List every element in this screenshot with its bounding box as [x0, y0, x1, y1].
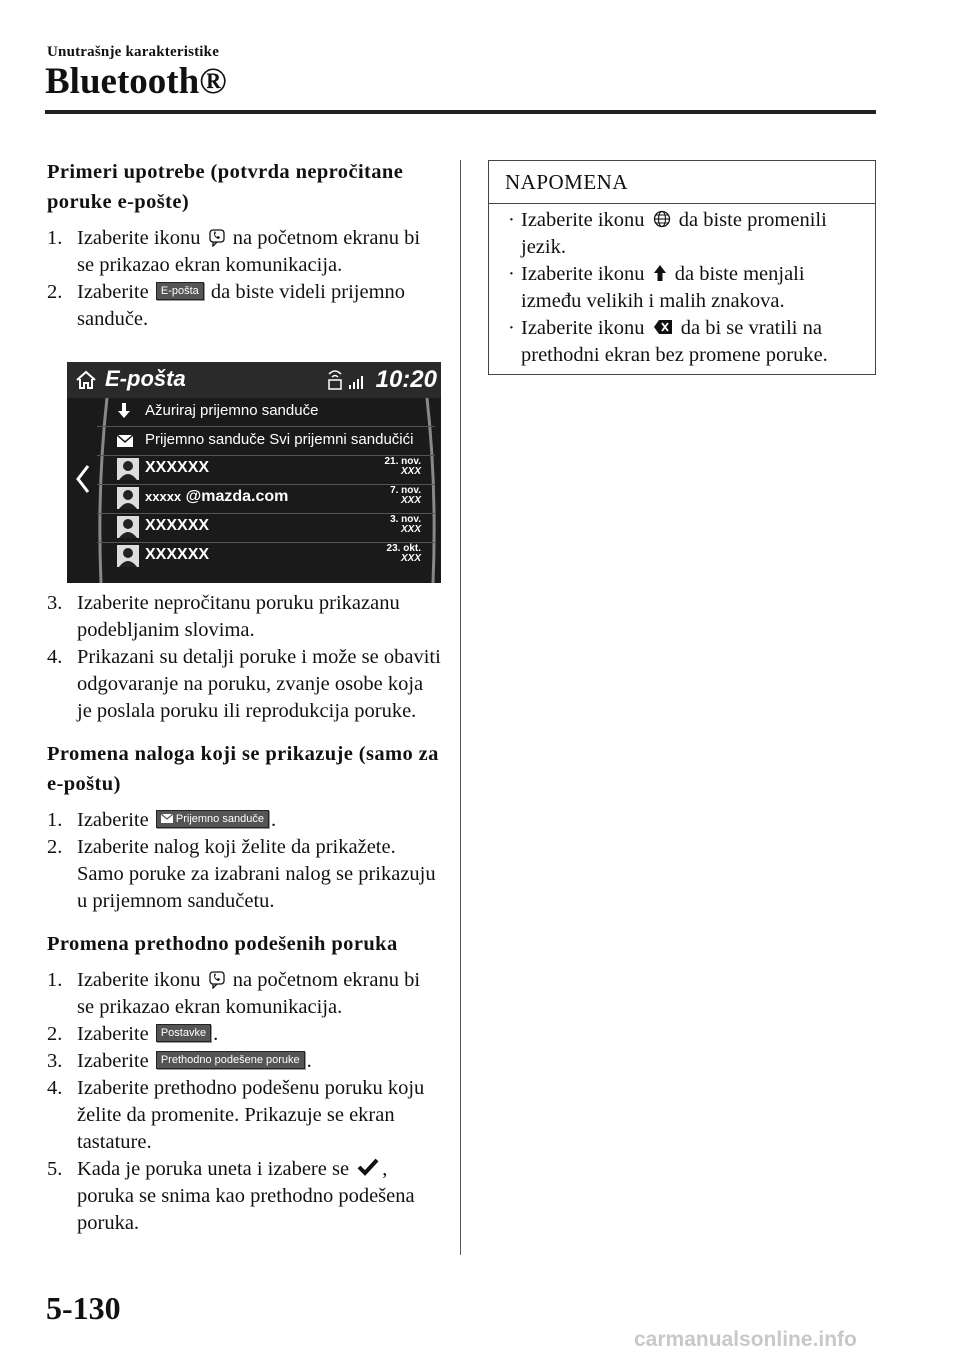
step-4	[47, 644, 442, 725]
mail-date: 23. okt. XXX	[386, 543, 421, 564]
step-text: Izaberite	[77, 1050, 149, 1072]
step-text: Kada je poruka uneta i izabere se	[77, 1158, 350, 1180]
step-text: Izaberite nalog koji želite da prikažete. Samo poruke za izabrani nalog se prikazuju u prijemnom sandučetu.	[77, 836, 436, 912]
bullet: ·	[508, 317, 515, 339]
left-column-top	[47, 157, 442, 333]
step-text-rest: .	[306, 1050, 312, 1072]
note-box	[488, 160, 876, 375]
step-text-rest: na početnom ekranu bi se prikazao ekran komunikacija.	[77, 227, 421, 276]
step-text: Prikazani su detalji poruke i može se obaviti odgovaranje na poruku, zvanje osobe koja je poslala poruku ili reprodukcija poruke.	[77, 646, 441, 722]
mail-row[interactable]	[97, 514, 435, 543]
mail-sender: XXXXXX	[145, 517, 210, 534]
mail-sender: XXXXXX	[145, 459, 210, 476]
step-number: 2.	[47, 836, 63, 858]
step-number: 1.	[47, 227, 63, 249]
step-number: 1.	[47, 809, 63, 831]
heading-example: Primeri upotrebe (potvrda nepročitane poruke e-pošte)	[47, 161, 404, 213]
step-5	[47, 1156, 442, 1237]
step-text: Izaberite nepročitanu poruku prikazanu podebljanim slovima.	[77, 592, 400, 641]
contact-avatar-icon	[117, 458, 139, 480]
download-icon	[117, 402, 131, 420]
bullet: ·	[508, 209, 515, 231]
inbox-select-label	[145, 431, 413, 448]
contact-avatar-icon	[117, 545, 139, 567]
step-text: Izaberite	[77, 809, 149, 831]
step-3	[47, 1048, 442, 1075]
step-text: Izaberite	[77, 1023, 149, 1045]
step-2	[47, 834, 442, 915]
mail-date: 21. nov. XXX	[384, 456, 421, 477]
home-icon[interactable]	[75, 370, 97, 390]
inbox-button[interactable]: Prijemno sanduče	[156, 810, 269, 828]
mail-row[interactable]	[97, 485, 435, 514]
step-number: 1.	[47, 969, 63, 991]
step-text-rest: , poruka se snima kao prethodno podešena poruka.	[77, 1158, 415, 1234]
note-body	[505, 207, 865, 369]
mail-row[interactable]	[97, 543, 435, 571]
note-item: · Izaberite ikonu da biste promenili jezik.	[508, 209, 827, 258]
envelope-icon	[117, 435, 133, 447]
communication-icon	[209, 229, 225, 247]
inbox-label: Prijemno sanduče	[145, 431, 266, 448]
step-number: 2.	[47, 1023, 63, 1045]
bullet: ·	[508, 263, 515, 285]
backspace-cancel-icon	[653, 319, 673, 335]
column-separator	[460, 160, 461, 1255]
step-text: Izaberite ikonu	[77, 969, 201, 991]
update-inbox-row[interactable]	[97, 398, 435, 427]
email-button[interactable]: E-pošta	[156, 282, 204, 300]
update-inbox-label: Ažuriraj prijemno sanduče	[145, 402, 319, 419]
heading-change-account: Promena naloga koji se prikazuje (samo za e-poštu)	[47, 743, 439, 795]
step-3	[47, 590, 442, 644]
screen-title: E-pošta	[105, 366, 186, 391]
signal-status-icon	[327, 366, 367, 392]
mail-row[interactable]	[97, 456, 435, 485]
step-text-rest: na početnom ekranu bi se prikazao ekran komunikacija.	[77, 969, 421, 1018]
shift-arrow-icon	[653, 264, 667, 282]
step-4	[47, 1075, 442, 1156]
step-text: Izaberite prethodno podešenu poruku koju želite da promenite. Prikazuje se ekran tastature.	[77, 1077, 425, 1153]
email-screen	[67, 362, 441, 583]
step-text-rest: .	[270, 809, 277, 831]
step-2	[47, 279, 442, 333]
contact-avatar-icon	[117, 516, 139, 538]
step-number: 3.	[47, 592, 63, 614]
inbox-select-row[interactable]	[97, 427, 435, 456]
mail-sender: xxxxx @mazda.com	[145, 488, 289, 505]
mail-date: 3. nov. XXX	[390, 514, 421, 535]
screen-header	[67, 362, 441, 398]
title-rule	[45, 110, 876, 114]
step-text: Izaberite ikonu	[77, 227, 201, 249]
watermark: carmanualsonline.info	[634, 1328, 857, 1351]
heading-preset-messages: Promena prethodno podešenih poruka	[47, 933, 398, 955]
left-column-bottom	[47, 590, 442, 1237]
screen-time: 10:20	[375, 366, 437, 393]
step-text-rest: da biste videli prijemno sanduče.	[77, 281, 406, 330]
step-2	[47, 1021, 442, 1048]
preset-messages-button[interactable]: Prethodno podešene poruke	[156, 1051, 305, 1069]
communication-icon	[209, 971, 225, 989]
inbox-panel	[97, 398, 435, 583]
section-label: Unutrašnje karakteristike	[47, 44, 220, 60]
step-number: 4.	[47, 646, 63, 668]
mail-date: 7. nov. XXX	[390, 485, 421, 506]
settings-button[interactable]: Postavke	[156, 1024, 211, 1042]
checkmark-icon	[357, 1158, 379, 1176]
note-title: NAPOMENA	[505, 170, 629, 194]
page-title: Bluetooth®	[45, 61, 227, 102]
note-header	[489, 161, 875, 204]
step-text: Izaberite	[77, 281, 149, 303]
step-number: 5.	[47, 1158, 63, 1180]
mail-sender: XXXXXX	[145, 546, 210, 563]
note-item: · Izaberite ikonu da bi se vratili na prethodni ekran bez promene poruke.	[508, 317, 828, 366]
contact-avatar-icon	[117, 487, 139, 509]
step-1	[47, 225, 442, 279]
step-number: 4.	[47, 1077, 63, 1099]
step-number: 3.	[47, 1050, 63, 1072]
all-inboxes-label: Svi prijemni sandučići	[269, 431, 414, 448]
step-1	[47, 967, 442, 1021]
step-number: 2.	[47, 281, 63, 303]
globe-icon	[653, 210, 671, 228]
note-item: · Izaberite ikonu da biste menjali između velikih i malih znakova.	[508, 263, 805, 312]
step-text-rest: .	[213, 1023, 219, 1045]
step-1	[47, 807, 442, 834]
envelope-icon	[161, 814, 173, 823]
page-number: 5-130	[46, 1290, 121, 1326]
